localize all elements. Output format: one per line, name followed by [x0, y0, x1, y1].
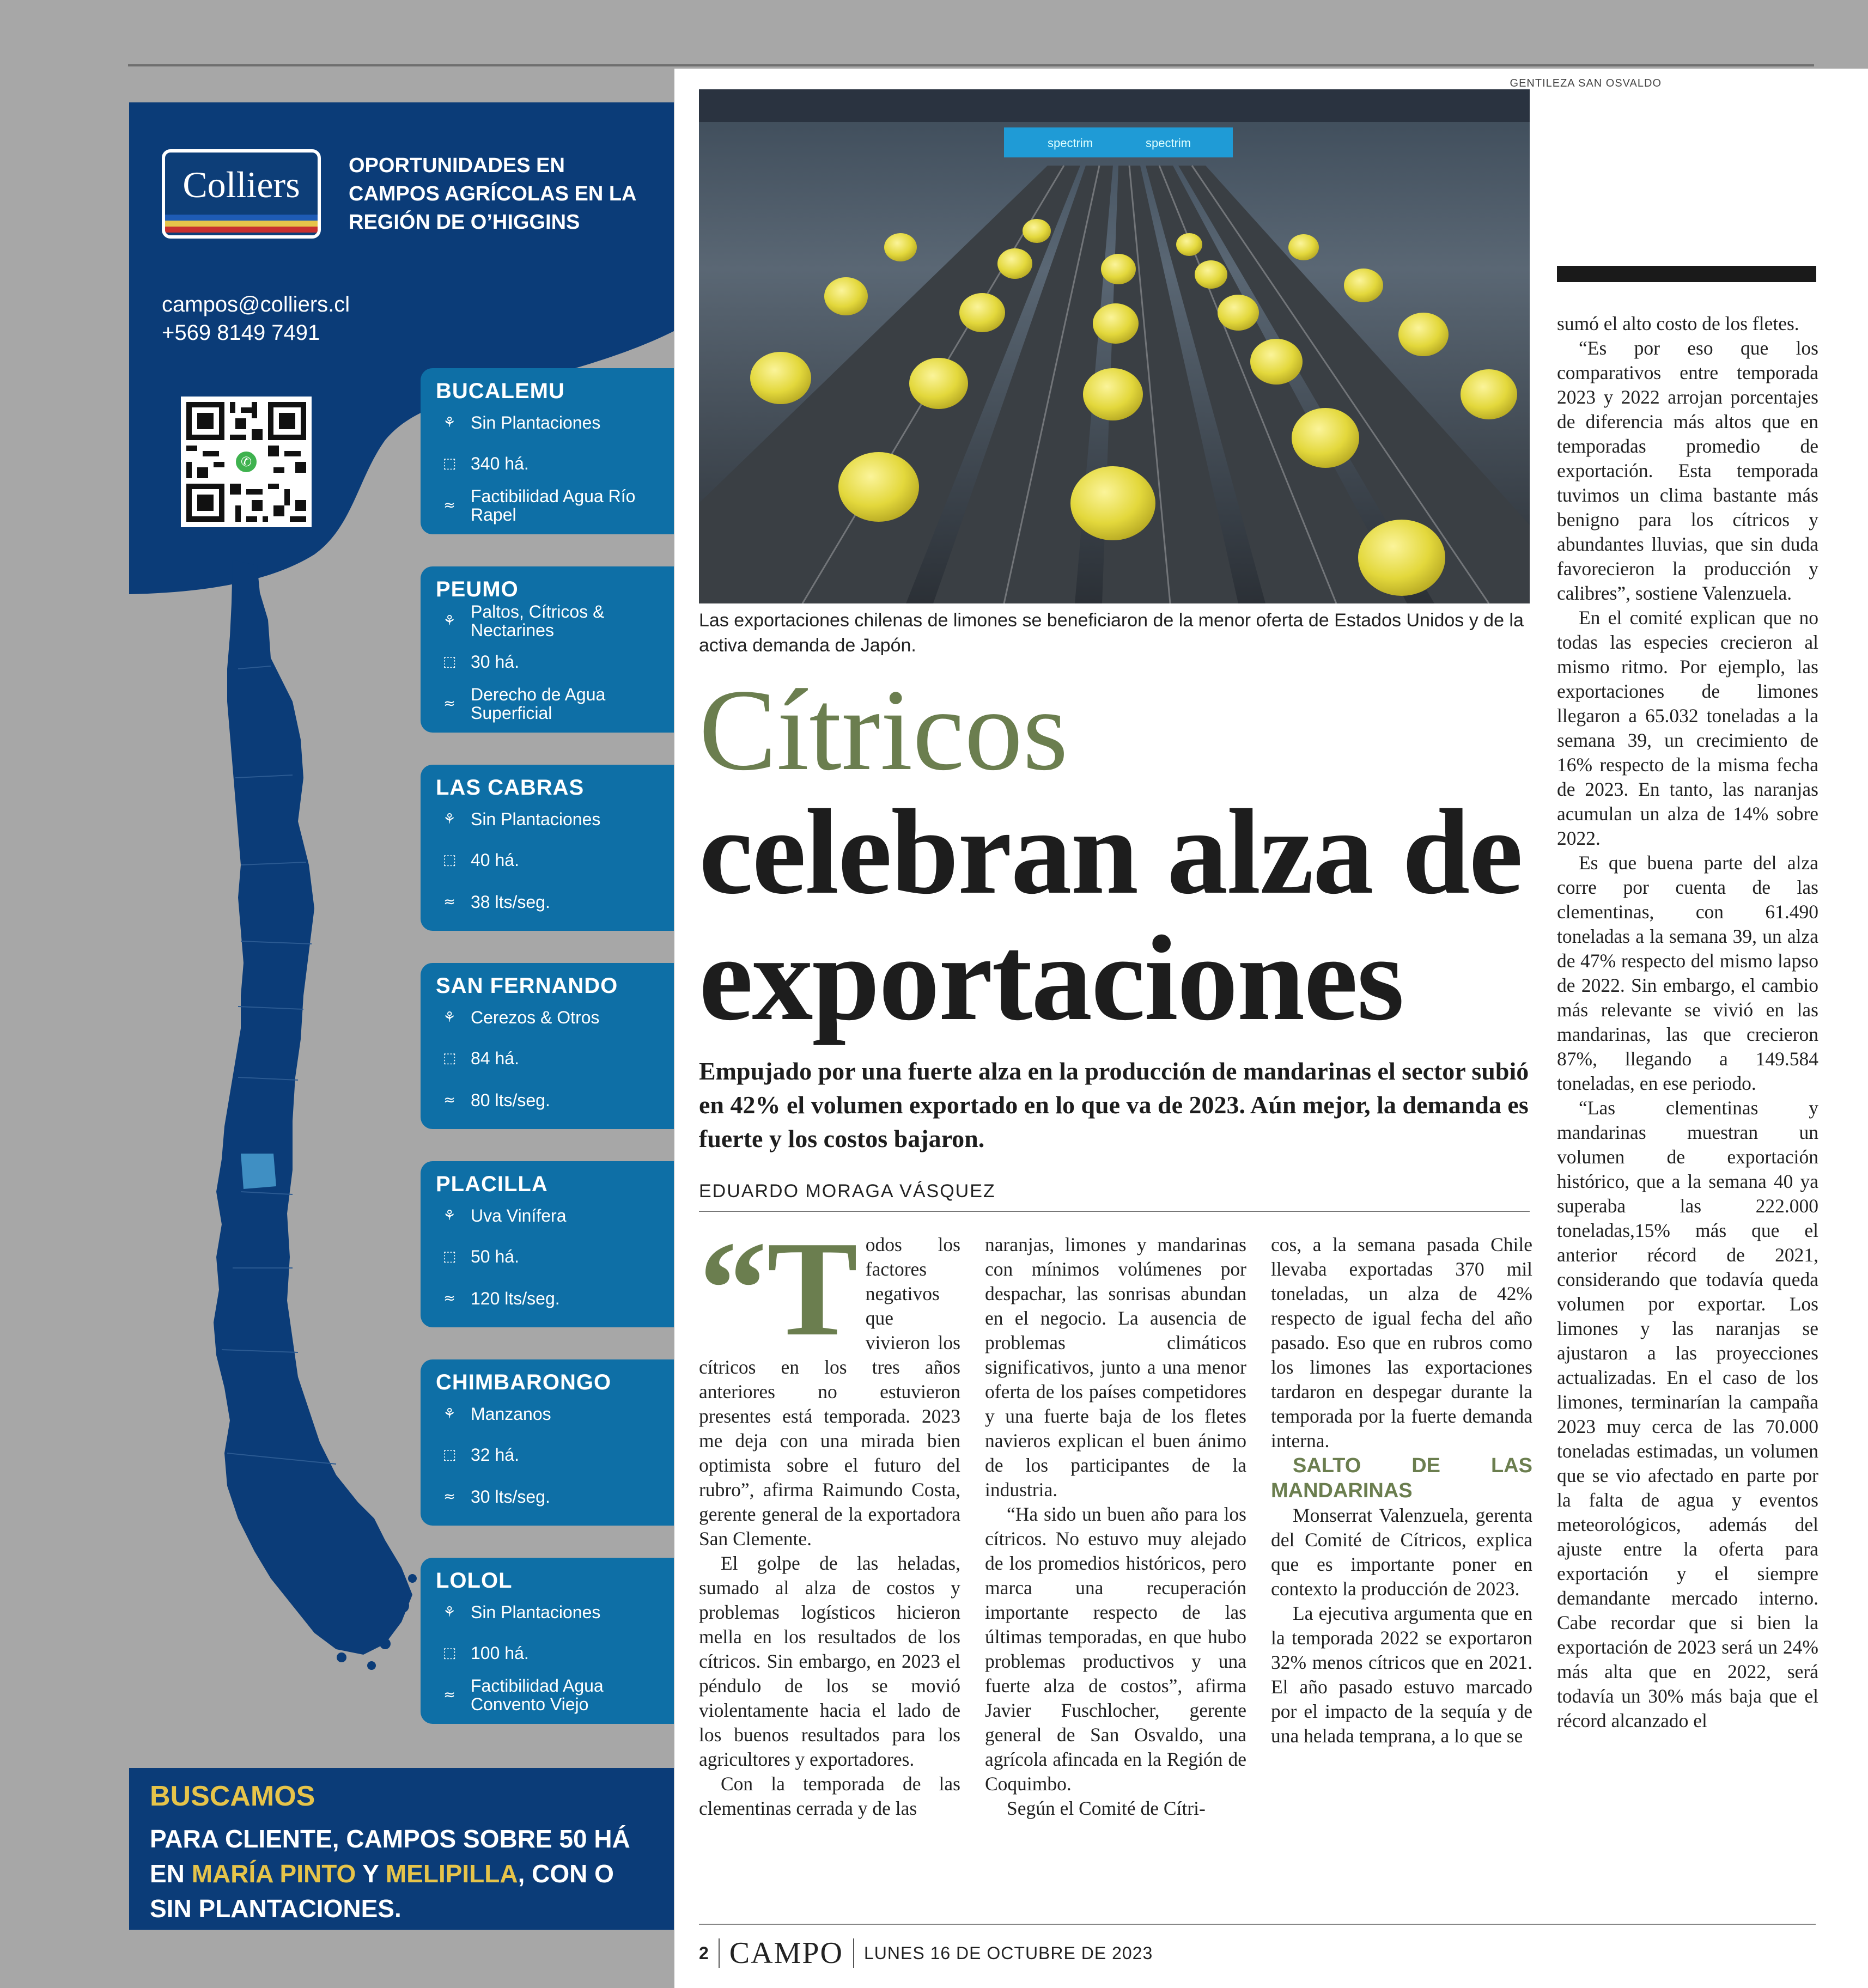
section-name: CAMPO	[729, 1936, 843, 1970]
property-card-lolol[interactable]	[421, 1558, 674, 1724]
article-paragraph: Es que buena parte del alza corre por cuenta de las clementinas, con 61.490 toneladas a la semana 39, un alza de 47% respecto del mismo lapso de 2022. Sin embargo, el cambio más relevante se vivió en las mandarinas, las que crecieron 87%, llegando a 149.584 toneladas, en ese periodo.	[1557, 852, 1818, 1094]
footer-divider	[719, 1938, 720, 1968]
property-water-row	[436, 1676, 656, 1714]
page-number: 2	[699, 1943, 709, 1963]
property-water-row	[436, 1084, 656, 1117]
property-name: PEUMO	[436, 577, 519, 601]
property-area: 30 há.	[471, 652, 519, 672]
property-name: BUCALEMU	[436, 379, 565, 403]
property-card-chimbarongo[interactable]	[421, 1359, 674, 1526]
article-paragraph: cos, a la semana pasada Chile llevaba exportadas 370 mil toneladas, un alza de 42% respecto de igual fecha del año pasado. Eso que en rubros como los limones las exportaciones tardaron en despegar durante la temporada por la fuerte demanda interna.	[1271, 1234, 1532, 1452]
property-name: LOLOL	[436, 1569, 513, 1593]
ad-search-banner	[129, 1768, 674, 1930]
property-plantation: Uva Vinífera	[471, 1206, 567, 1225]
issue-date: LUNES 16 DE OCTUBRE DE 2023	[863, 1943, 1153, 1963]
drop-cap: “T	[699, 1213, 858, 1364]
property-plantation-row	[436, 406, 656, 439]
property-water: Factibilidad Agua Convento Viejo	[471, 1676, 604, 1714]
byline-rule	[699, 1211, 1530, 1212]
property-area: 84 há.	[471, 1048, 519, 1068]
article-paragraph: En el comité explican que no todas las especies crecieron al mismo ritmo. Por ejemplo, las exportaciones de limones llegaron a 65.032 toneladas a la semana 39, un crecimiento de 16% respecto de la misma fecha de 2023. En tanto, las naranjas acumulan un alza de 14% sobre 2022.	[1557, 607, 1818, 849]
sprout-icon: ⚘	[443, 1009, 456, 1026]
headline-kicker: Cítricos	[699, 666, 1068, 795]
water-icon: ≈	[443, 1290, 455, 1307]
property-card-placilla[interactable]	[421, 1161, 674, 1327]
water-icon: ≈	[443, 1092, 455, 1108]
property-plantation-row	[436, 602, 656, 640]
photo-illustration	[699, 89, 1530, 603]
property-area-row	[436, 1042, 656, 1075]
logo-text: Colliers	[182, 164, 300, 205]
article-paragraph: Según el Comité de Cítri-	[1007, 1797, 1206, 1819]
property-plantation: Sin Plantaciones	[471, 1602, 601, 1622]
ad-contact	[162, 290, 350, 347]
property-water-row	[436, 1282, 656, 1315]
property-plantation-row	[436, 803, 656, 836]
sprout-icon: ⚘	[443, 613, 456, 629]
area-icon: ⬚	[442, 1447, 457, 1463]
property-water: Factibilidad Agua Río Rapel	[471, 486, 636, 525]
article-paragraph: Con la temporada de las clementinas cerrada y de las	[699, 1773, 960, 1819]
property-water-row	[436, 685, 656, 723]
property-area-row	[436, 844, 656, 876]
article-paragraph: “Es por eso que los comparativos entre temporada 2023 y 2022 arrojan porcentajes de diferencia más altos que en temporadas promedio de exportación. Esta temporada tuvimos un clima bastante más benigno para los cítricos y abundantes lluvias, que sin duda favorecieron la producción y calibres”, sostiene Valenzuela.	[1557, 337, 1818, 604]
property-water: Derecho de Agua Superficial	[471, 685, 606, 723]
property-card-san-fernando[interactable]	[421, 963, 674, 1129]
property-area: 32 há.	[471, 1445, 519, 1465]
property-card-las-cabras[interactable]	[421, 765, 674, 931]
property-name: CHIMBARONGO	[436, 1370, 612, 1394]
ad-email-link[interactable]: campos@colliers.cl	[162, 292, 350, 316]
property-plantation-row	[436, 1199, 656, 1232]
article-column-1	[699, 1213, 960, 1821]
svg-text:spectrim: spectrim	[1146, 136, 1191, 150]
property-area-row	[436, 1438, 656, 1471]
property-area: 50 há.	[471, 1247, 519, 1266]
sprout-icon: ⚘	[443, 811, 456, 827]
water-icon: ≈	[443, 497, 455, 514]
property-area-row	[436, 447, 656, 480]
property-card-peumo[interactable]	[421, 566, 674, 733]
property-water-row	[436, 1480, 656, 1513]
article-paragraph: El golpe de las heladas, sumado al alza de costos y problemas logísticos hicieron mella en los resultados de los cítricos. Sin embargo, en 2023 el péndulo de los se movió violentamente hacia el lado de los buenos resultados para los agricultores y exportadores.	[699, 1552, 960, 1770]
article-paragraph: La ejecutiva argumenta que en la temporada 2022 se exportaron 32% menos cítricos que en 2021. El año pasado estuvo marcado por el impacto de la sequía y de una helada temprana, a lo que se	[1271, 1602, 1532, 1747]
article-paragraph: “Ha sido un buen año para los cítricos. No estuvo muy alejado de los promedios históricos, pero marca una recuperación importante respecto de las últimas temporadas, en que hubo problemas productivos y una fuerte alza de costos”, afirma Javier Fuschlocher, gerente general de San Osvaldo, una agrícola afincada en la Región de Coquimbo.	[985, 1503, 1246, 1795]
water-icon: ≈	[443, 696, 455, 712]
area-icon: ⬚	[442, 1645, 457, 1661]
property-plantation-row	[436, 1398, 656, 1430]
property-plantation: Paltos, Cítricos & Nectarines	[471, 602, 605, 640]
ad-phone[interactable]: +569 8149 7491	[162, 321, 320, 345]
property-name: SAN FERNANDO	[436, 974, 618, 998]
property-area-row	[436, 645, 656, 678]
property-water: 38 lts/seg.	[471, 892, 550, 912]
property-area-row	[436, 1240, 656, 1273]
article-paragraph: sumó el alto costo de los fletes.	[1557, 313, 1799, 334]
property-area: 100 há.	[471, 1643, 529, 1663]
photo-caption: Las exportaciones chilenas de limones se beneficiaron de la menor oferta de Estados Unidos y de la activa demanda de Japón.	[699, 610, 1524, 656]
svg-text:spectrim: spectrim	[1048, 136, 1093, 150]
banner-title: BUSCAMOS	[150, 1780, 315, 1812]
banner-place-melipilla: MELIPILLA	[385, 1859, 518, 1888]
sprout-icon: ⚘	[443, 1208, 456, 1224]
photo-credit: GENTILEZA SAN OSVALDO	[1510, 77, 1662, 89]
sprout-icon: ⚘	[443, 1604, 456, 1620]
banner-text: PARA CLIENTE, CAMPOS SOBRE 50 HÁ EN MARÍA PINTO Y MELIPILLA, CON O SIN PLANTACIONES.	[150, 1825, 630, 1923]
article-paragraph: naranjas, limones y mandarinas con mínimos volúmenes por despachar, las sonrisas abundan en el negocio. La ausencia de problemas climáticos significativos, junto a una menor oferta de los países competidores y una fuerte baja de los fletes navieros explican el buen ánimo de los participantes de la industria.	[985, 1234, 1246, 1501]
property-name: LAS CABRAS	[436, 776, 585, 800]
water-icon: ≈	[443, 1489, 455, 1505]
property-area: 40 há.	[471, 850, 519, 870]
article-column-3	[1271, 1233, 1532, 1748]
article-standfirst: Empujado por una fuerte alza en la producción de mandarinas el sector subió en 42% el volumen exportado en lo que va de 2023. Aún mejor, la demanda es fuerte y los costos bajaron.	[699, 1057, 1529, 1152]
property-name: PLACILLA	[436, 1172, 548, 1196]
article-paragraph: “Todos los factores negativos que vivieron los cítricos en los tres años anteriores no estuvieron presentes está temporada. 2023 me deja con una mirada bien optimista sobre el futuro del rubro”, afirma Raimundo Costa, gerente general de la exportadora San Clemente.	[699, 1213, 960, 1550]
footer-divider	[853, 1938, 854, 1968]
page-footer	[699, 1936, 1153, 1971]
property-water: 80 lts/seg.	[471, 1090, 550, 1110]
article-column-2	[985, 1233, 1246, 1821]
property-plantation-row	[436, 1596, 656, 1629]
article-byline: EDUARDO MORAGA VÁSQUEZ	[699, 1181, 996, 1202]
water-icon: ≈	[443, 894, 455, 910]
property-area: 340 há.	[471, 454, 529, 473]
water-icon: ≈	[443, 1687, 455, 1703]
sprout-icon: ⚘	[443, 414, 456, 431]
top-rule	[128, 64, 1814, 66]
newspaper-page	[674, 69, 1868, 1988]
sprout-icon: ⚘	[443, 1406, 456, 1422]
article-subhead: SALTO DE LAS MANDARINAS	[1271, 1454, 1532, 1502]
area-icon: ⬚	[442, 1248, 457, 1265]
property-plantation: Manzanos	[471, 1404, 551, 1424]
property-plantation: Sin Plantaciones	[471, 413, 601, 432]
area-icon: ⬚	[442, 1050, 457, 1066]
property-water: 30 lts/seg.	[471, 1487, 550, 1507]
footer-rule	[699, 1924, 1816, 1925]
area-icon: ⬚	[442, 654, 457, 670]
property-area-row	[436, 1637, 656, 1669]
property-plantation: Sin Plantaciones	[471, 809, 601, 829]
area-icon: ⬚	[442, 455, 457, 472]
property-water-row	[436, 486, 656, 525]
article-paragraph: Monserrat Valenzuela, gerenta del Comité de Cítricos, explica que es importante poner en contexto la producción de 2023.	[1271, 1504, 1532, 1600]
chile-map	[129, 560, 423, 1780]
colliers-advertisement	[129, 102, 674, 1930]
property-plantation: Cerezos & Otros	[471, 1008, 600, 1027]
property-plantation-row	[436, 1001, 656, 1034]
property-card-bucalemu[interactable]	[421, 368, 674, 534]
whatsapp-icon: ✆	[233, 449, 259, 475]
qr-code[interactable]	[181, 397, 312, 527]
property-water-row	[436, 886, 656, 918]
lemon-processing-photo	[699, 89, 1530, 603]
article-column-4	[1557, 312, 1818, 1733]
article-headline: celebran alza de exportaciones	[699, 784, 1522, 1046]
area-icon: ⬚	[442, 852, 457, 868]
banner-place-maria-pinto: MARÍA PINTO	[191, 1859, 356, 1888]
property-water: 120 lts/seg.	[471, 1289, 560, 1308]
column-top-bar	[1557, 266, 1816, 282]
article-paragraph: “Las clementinas y mandarinas muestran un volumen de exportación histórico, que a la semana 40 ya superaba las 222.000 toneladas,15% más que el anterior récord de 2021, considerando que todavía queda volumen por exportar. Los limones y las naranjas se ajustaron a las proyecciones actualizadas. En el caso de los limones, terminarían la campaña 2023 muy cerca de las 70.000 toneladas estimadas, un volumen que se vio afectado en parte por la falta de agua y eventos meteorológicos, además del ajuste entre la oferta para exportación y el siempre demandante mercado interno. Cabe recordar que si bien la exportación de 2023 será un 24% más alta que en 2022, será todavía un 30% más baja que el récord alcanzado el	[1557, 1097, 1818, 1731]
ad-headline: OPORTUNIDADES EN CAMPOS AGRÍCOLAS EN LA REGIÓN DE O’HIGGINS	[349, 154, 636, 234]
colliers-logo[interactable]	[162, 149, 321, 239]
